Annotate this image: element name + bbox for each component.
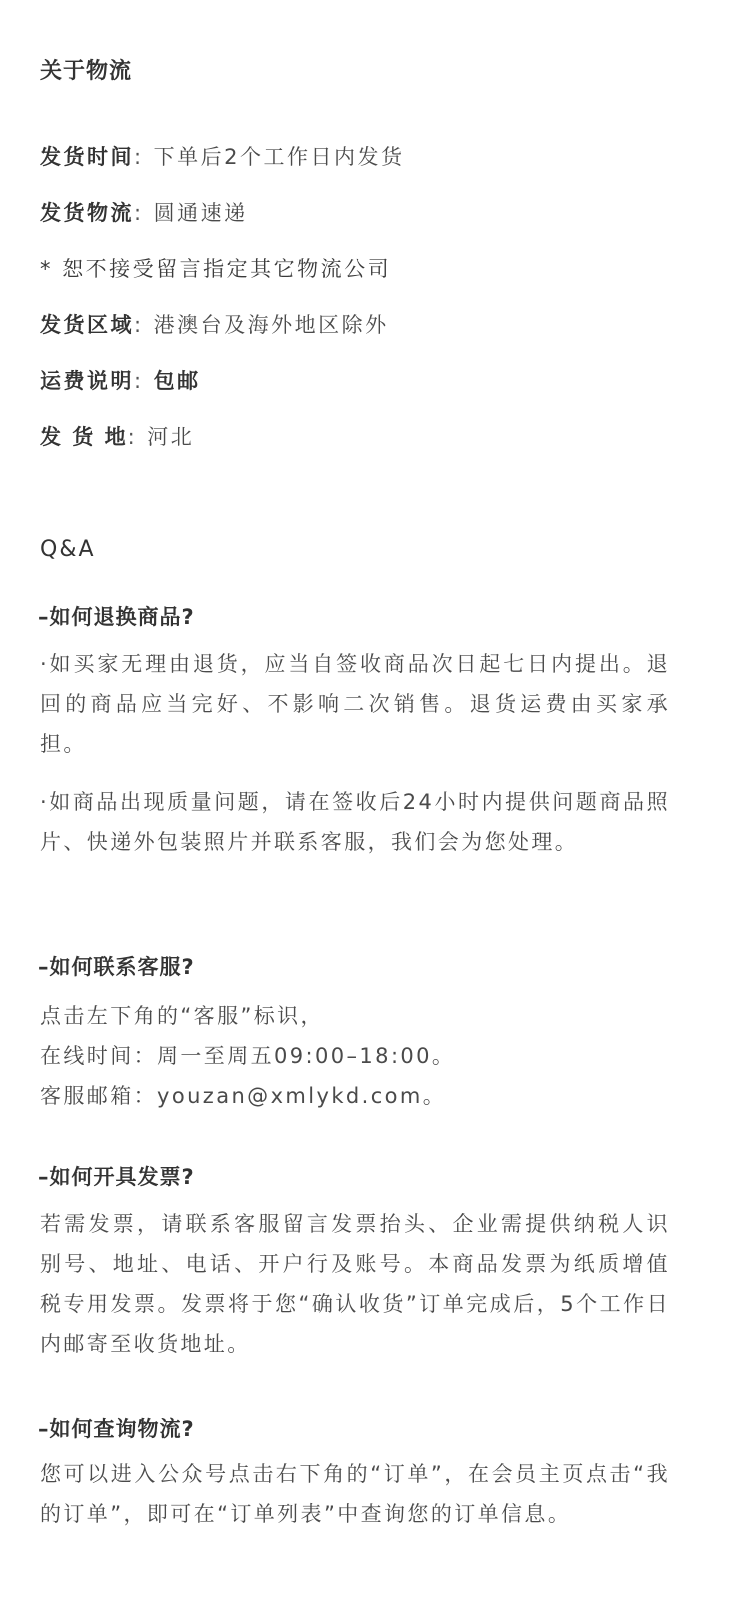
logistics-title: 关于物流: [40, 59, 133, 84]
shipping-fee-value: 包邮: [153, 369, 201, 393]
carrier-note: * 恕不接受留言指定其它物流公司: [40, 257, 392, 281]
ship-region-label: 发货区域: [40, 313, 134, 337]
shipping-fee-colon: :: [134, 369, 144, 393]
origin-colon: :: [127, 425, 138, 449]
answer-tracking-paragraph: 您可以进入公众号点击右下角的“订单”，在会员主页点击“我的订单”，即可在“订单列表”中查询您的订单信息。: [40, 1462, 670, 1526]
answer-return-paragraph-2: ·如商品出现质量问题，请在签收后24小时内提供问题商品照片、快递外包装照片并联系客服，我们会为您处理。: [40, 790, 670, 854]
question-tracking: –如何查询物流?: [38, 1417, 195, 1441]
ship-time-label: 发货时间: [40, 145, 134, 169]
ship-carrier-label: 发货物流: [40, 201, 134, 225]
origin-label: 发 货 地: [40, 425, 128, 449]
ship-carrier-colon: :: [134, 201, 144, 225]
question-invoice: –如何开具发票?: [38, 1165, 195, 1189]
contact-line-3: 客服邮箱：youzan@xmlykd.com。: [40, 1084, 447, 1108]
answer-invoice-paragraph: 若需发票，请联系客服留言发票抬头、企业需提供纳税人识别号、地址、电话、开户行及账号。本商品发票为纸质增值税专用发票。发票将于您“确认收货”订单完成后，5个工作日内邮寄至收货地址。: [40, 1212, 670, 1356]
shipping-fee-label: 运费说明: [40, 369, 134, 393]
question-return: –如何退换商品?: [38, 605, 195, 629]
contact-line-1: 点击左下角的“客服”标识，: [40, 1004, 324, 1028]
ship-time-colon: :: [134, 145, 144, 169]
ship-time-value: 下单后2个工作日内发货: [153, 145, 405, 169]
question-contact: –如何联系客服?: [38, 955, 195, 979]
origin-row: [40, 421, 194, 451]
qa-title: Q&A: [40, 537, 96, 562]
origin-value: 河北: [147, 425, 195, 449]
ship-carrier-row: [40, 197, 248, 227]
answer-return-paragraph-1: ·如买家无理由退货，应当自签收商品次日起七日内提出。退回的商品应当完好、不影响二次销售。退货运费由买家承担。: [40, 652, 670, 756]
ship-carrier-value: 圆通速递: [153, 201, 248, 225]
shipping-fee-row: [40, 365, 201, 395]
ship-time-row: [40, 141, 404, 171]
ship-region-colon: :: [134, 313, 144, 337]
ship-region-row: [40, 309, 389, 339]
contact-line-2: 在线时间：周一至周五09:00–18:00。: [40, 1044, 456, 1068]
ship-region-value: 港澳台及海外地区除外: [153, 313, 389, 337]
